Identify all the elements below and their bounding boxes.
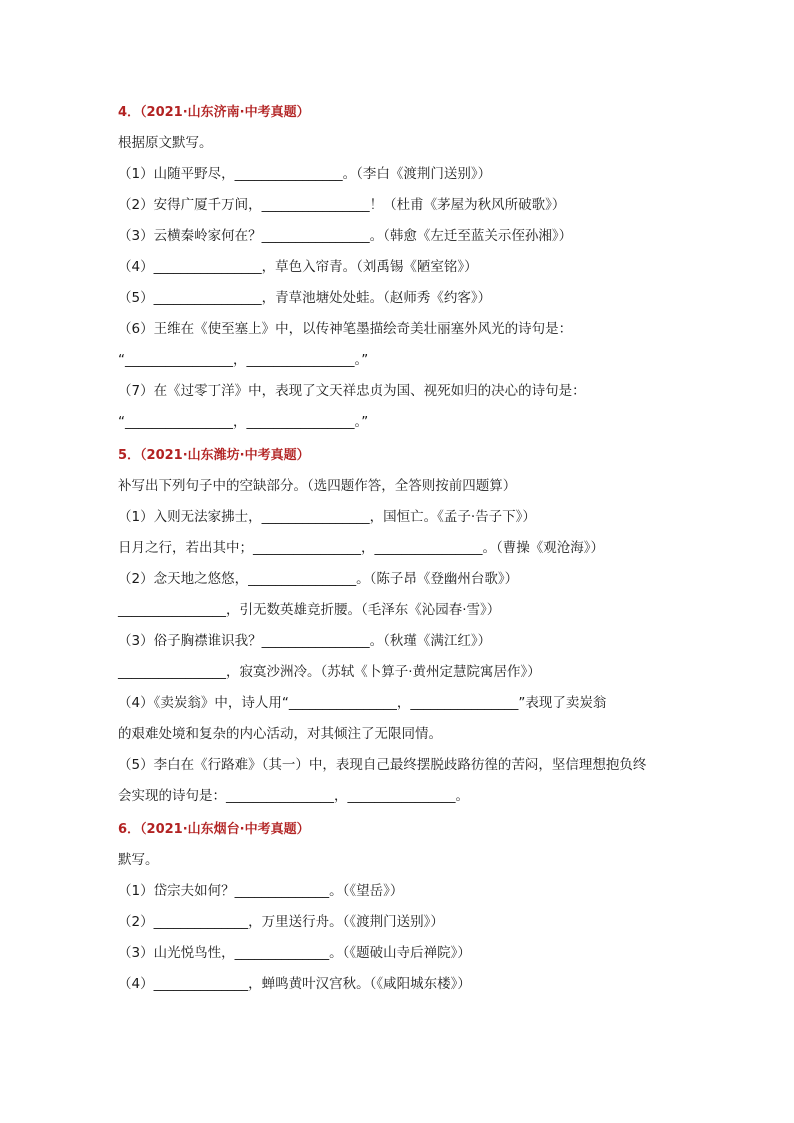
blank-line: “________________，________________。”: [118, 414, 369, 430]
blank-line: （2）念天地之悠悠，________________。（陈子昂《登幽州台歌》）: [118, 571, 519, 587]
blank-line: （1）山随平野尽，________________。（李白《渡荆门送别》）: [118, 166, 492, 182]
question-6: [118, 814, 688, 1000]
blank-line: 会实现的诗句是：________________，________________。: [118, 788, 469, 804]
blank-line: （2）______________，万里送行舟。（《渡荆门送别》）: [118, 914, 444, 930]
blank-line: （1）入则无法家拂士，________________，国恒亡。《孟子·告子下》）: [118, 509, 536, 525]
question-heading: 6．（2021·山东烟台·中考真题）: [118, 822, 310, 837]
prompt-line: （7）在《过零丁洋》中，表现了文天祥忠贞为国、视死如归的决心的诗句是：: [118, 383, 586, 399]
blank-line: （5）________________，青草池塘处处蛙。（赵师秀《约客》）: [118, 290, 492, 306]
blank-line: （3）山光悦鸟性，______________。（《题破山寺后禅院》）: [118, 945, 471, 961]
blank-line: “________________，________________。”: [118, 352, 369, 368]
instruction-line: 默写。: [118, 852, 159, 868]
blank-line: （2）安得广厦千万间，________________！（杜甫《茅屋为秋风所破歌》）: [118, 197, 566, 213]
question-heading: 4．（2021·山东济南·中考真题）: [118, 105, 310, 120]
prompt-line: 的艰难处境和复杂的内心活动，对其倾注了无限同情。: [118, 726, 442, 742]
blank-line: （4）______________，蝉鸣黄叶汉宫秋。（《咸阳城东楼》）: [118, 976, 471, 992]
blank-line: （1）岱宗夫如何？______________。（《望岳》）: [118, 883, 404, 899]
prompt-line: （5）李白在《行路难》（其一）中，表现自己最终摆脱歧路彷徨的苦闷，坚信理想抱负终: [118, 757, 647, 773]
blank-line: 日月之行，若出其中；________________，________________。（曹操《观沧海》）: [118, 540, 604, 556]
document-page: [118, 97, 688, 1000]
blank-line: （4）________________，草色入帘青。（刘禹锡《陋室铭》）: [118, 259, 478, 275]
blank-line: （3）云横秦岭家何在？________________。（韩愈《左迁至蓝关示侄孙湘》）: [118, 228, 573, 244]
blank-line: （3）俗子胸襟谁识我？________________。（秋瑾《满江红》）: [118, 633, 492, 649]
question-4: [118, 97, 688, 438]
question-heading: 5．（2021·山东潍坊·中考真题）: [118, 448, 310, 463]
instruction-line: 补写出下列句子中的空缺部分。（选四题作答，全答则按前四题算）: [118, 478, 517, 494]
blank-line: （4）《卖炭翁》中，诗人用“________________，________________”表现了卖炭翁: [118, 695, 607, 711]
prompt-line: （6）王维在《使至塞上》中，以传神笔墨描绘奇美壮丽塞外风光的诗句是：: [118, 321, 573, 337]
blank-line: ________________，引无数英雄竞折腰。（毛泽东《沁园春·雪》）: [118, 602, 501, 618]
blank-line: ________________，寂寞沙洲冷。（苏轼《卜算子·黄州定慧院寓居作》）: [118, 664, 541, 680]
question-5: [118, 440, 688, 812]
instruction-line: 根据原文默写。: [118, 135, 213, 151]
